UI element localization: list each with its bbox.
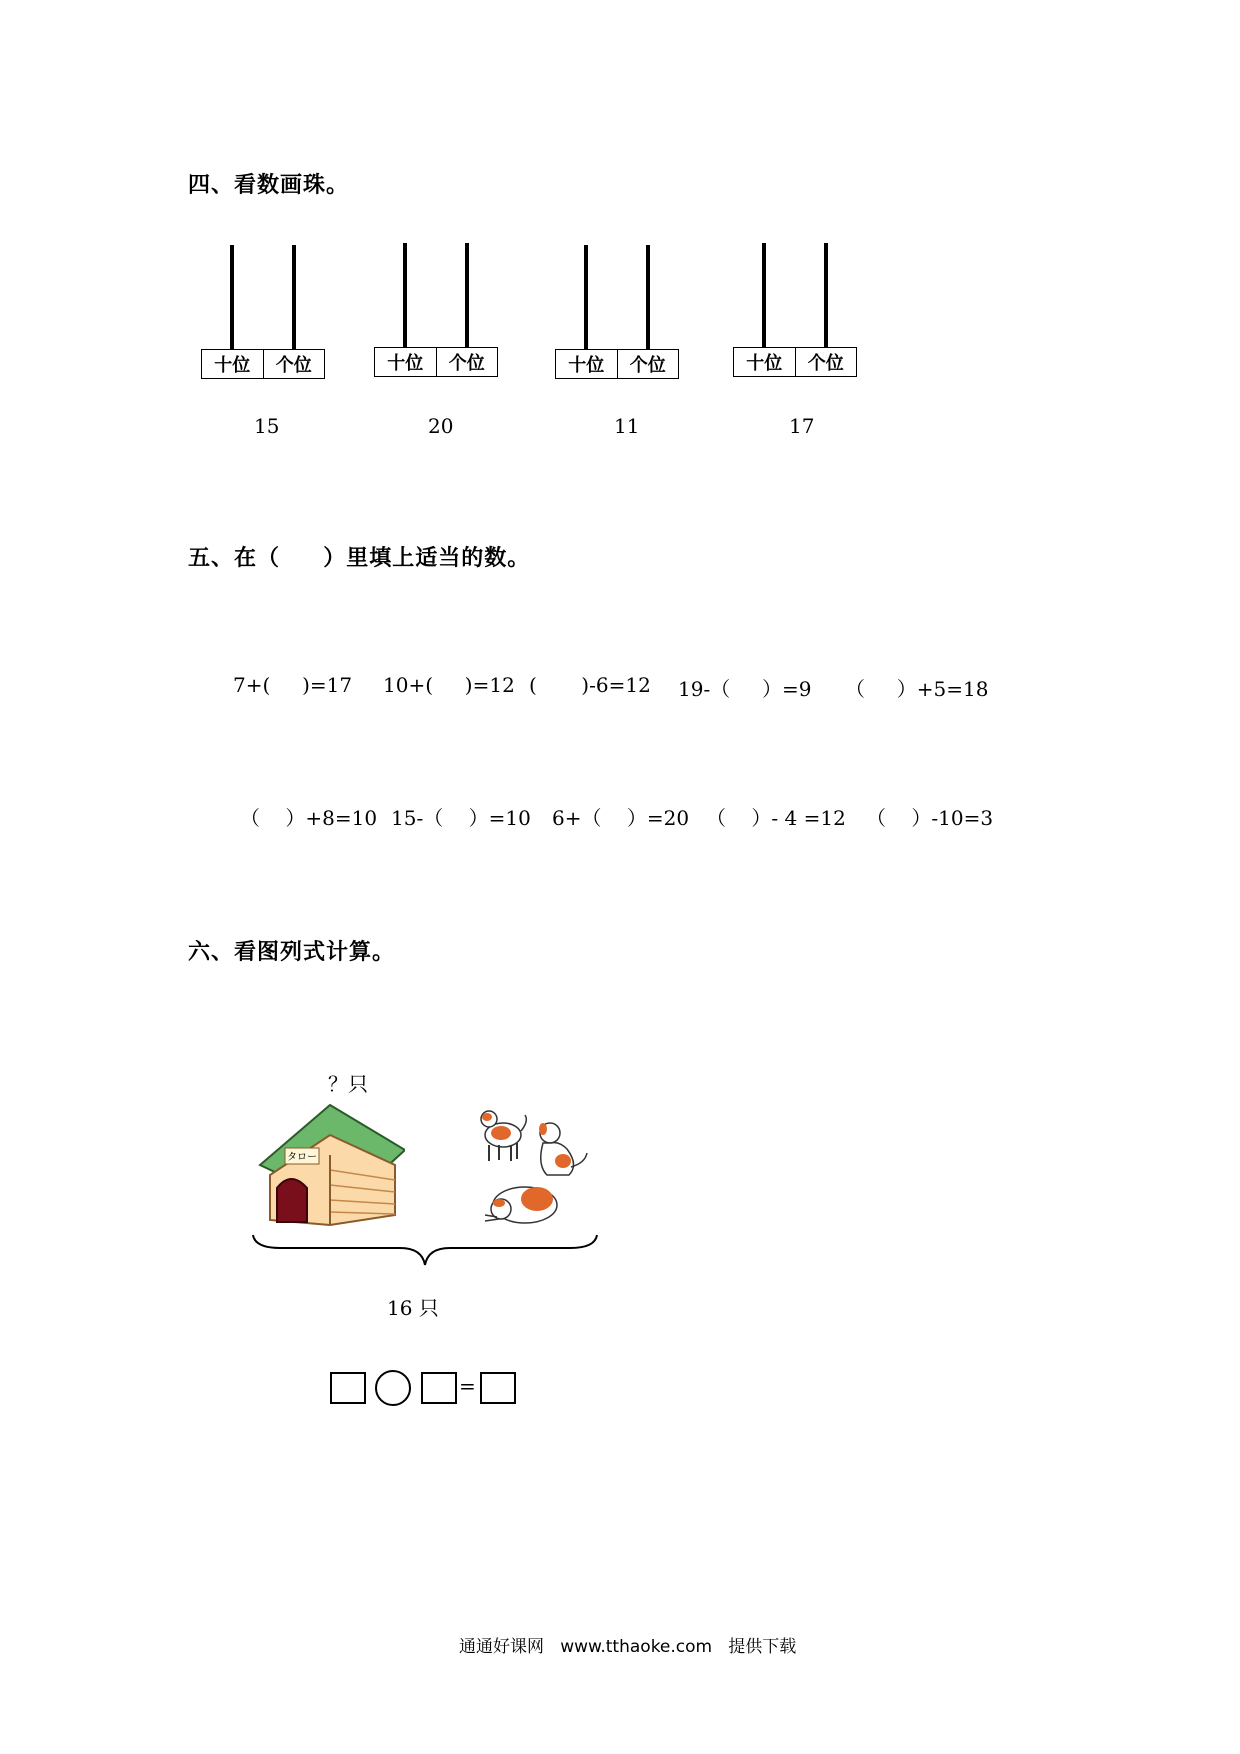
tens-label: 十位 <box>568 355 605 376</box>
abacus-1-number: 15 <box>254 414 280 438</box>
ones-rod <box>646 245 650 349</box>
ones-rod <box>824 243 828 347</box>
tens-rod <box>584 245 588 349</box>
section5-heading: 五、在（ ）里填上适当的数。 <box>188 546 531 571</box>
dogs-illustration <box>475 1105 605 1235</box>
equals-sign: = <box>459 1374 476 1398</box>
tens-label: 十位 <box>214 355 251 376</box>
place-value-box <box>555 349 679 379</box>
dog-standing-icon <box>481 1111 526 1161</box>
tens-label: 十位 <box>387 353 424 374</box>
house-sign-text: タロー <box>287 1152 317 1163</box>
equation-r1-4: 19-（ ）=9 <box>678 677 812 701</box>
equation-r2-5: （ ）-10=3 <box>866 806 994 830</box>
place-value-box <box>733 347 857 377</box>
operator-circle[interactable] <box>375 1370 411 1406</box>
tens-rod <box>762 243 766 347</box>
tens-label: 十位 <box>746 353 783 374</box>
ones-label: 个位 <box>795 348 857 376</box>
tens-rod <box>403 243 407 347</box>
equation-r2-1: （ ）+8=10 <box>240 806 378 830</box>
equation-r1-5: （ ）+5=18 <box>845 677 989 701</box>
equation-r1-2: 10+( )=12 <box>383 673 515 697</box>
abacus-1 <box>201 245 325 385</box>
total-label: 16 只 <box>387 1296 439 1320</box>
equation-r2-3: 6+（ ）=20 <box>552 806 690 830</box>
equation-r2-4: （ ）- 4 =12 <box>706 806 846 830</box>
answer-box-1[interactable] <box>330 1372 366 1404</box>
ones-label: 个位 <box>436 348 498 376</box>
abacus-3 <box>555 245 679 385</box>
answer-box-2[interactable] <box>421 1372 457 1404</box>
abacus-2 <box>374 243 498 383</box>
abacus-4-number: 17 <box>789 414 815 438</box>
ones-rod <box>465 243 469 347</box>
section6-heading: 六、看图列式计算。 <box>188 940 396 965</box>
equation-r1-1: 7+( )=17 <box>233 673 353 697</box>
ones-rod <box>292 245 296 349</box>
house-door <box>277 1179 307 1222</box>
question-label: ？只 <box>328 1072 368 1096</box>
tens-rod <box>230 245 234 349</box>
answer-box-result[interactable] <box>480 1372 516 1404</box>
ones-label: 个位 <box>617 350 679 378</box>
abacus-2-number: 20 <box>428 414 454 438</box>
equation-r1-3: ( )-6=12 <box>529 673 651 697</box>
ones-label: 个位 <box>263 350 325 378</box>
place-value-box <box>201 349 325 379</box>
abacus-3-number: 11 <box>614 414 640 438</box>
footer-text: 通通好课网 www.tthaoke.com 提供下载 <box>459 1637 797 1657</box>
dog-lying-icon <box>485 1187 557 1223</box>
dog-sitting-icon <box>539 1123 587 1175</box>
equation-r2-2: 15-（ ）=10 <box>391 806 531 830</box>
dog-house-illustration <box>255 1100 405 1235</box>
section4-heading: 四、看数画珠。 <box>188 173 350 198</box>
abacus-4 <box>733 243 857 383</box>
total-brace <box>250 1230 600 1270</box>
place-value-box <box>374 347 498 377</box>
